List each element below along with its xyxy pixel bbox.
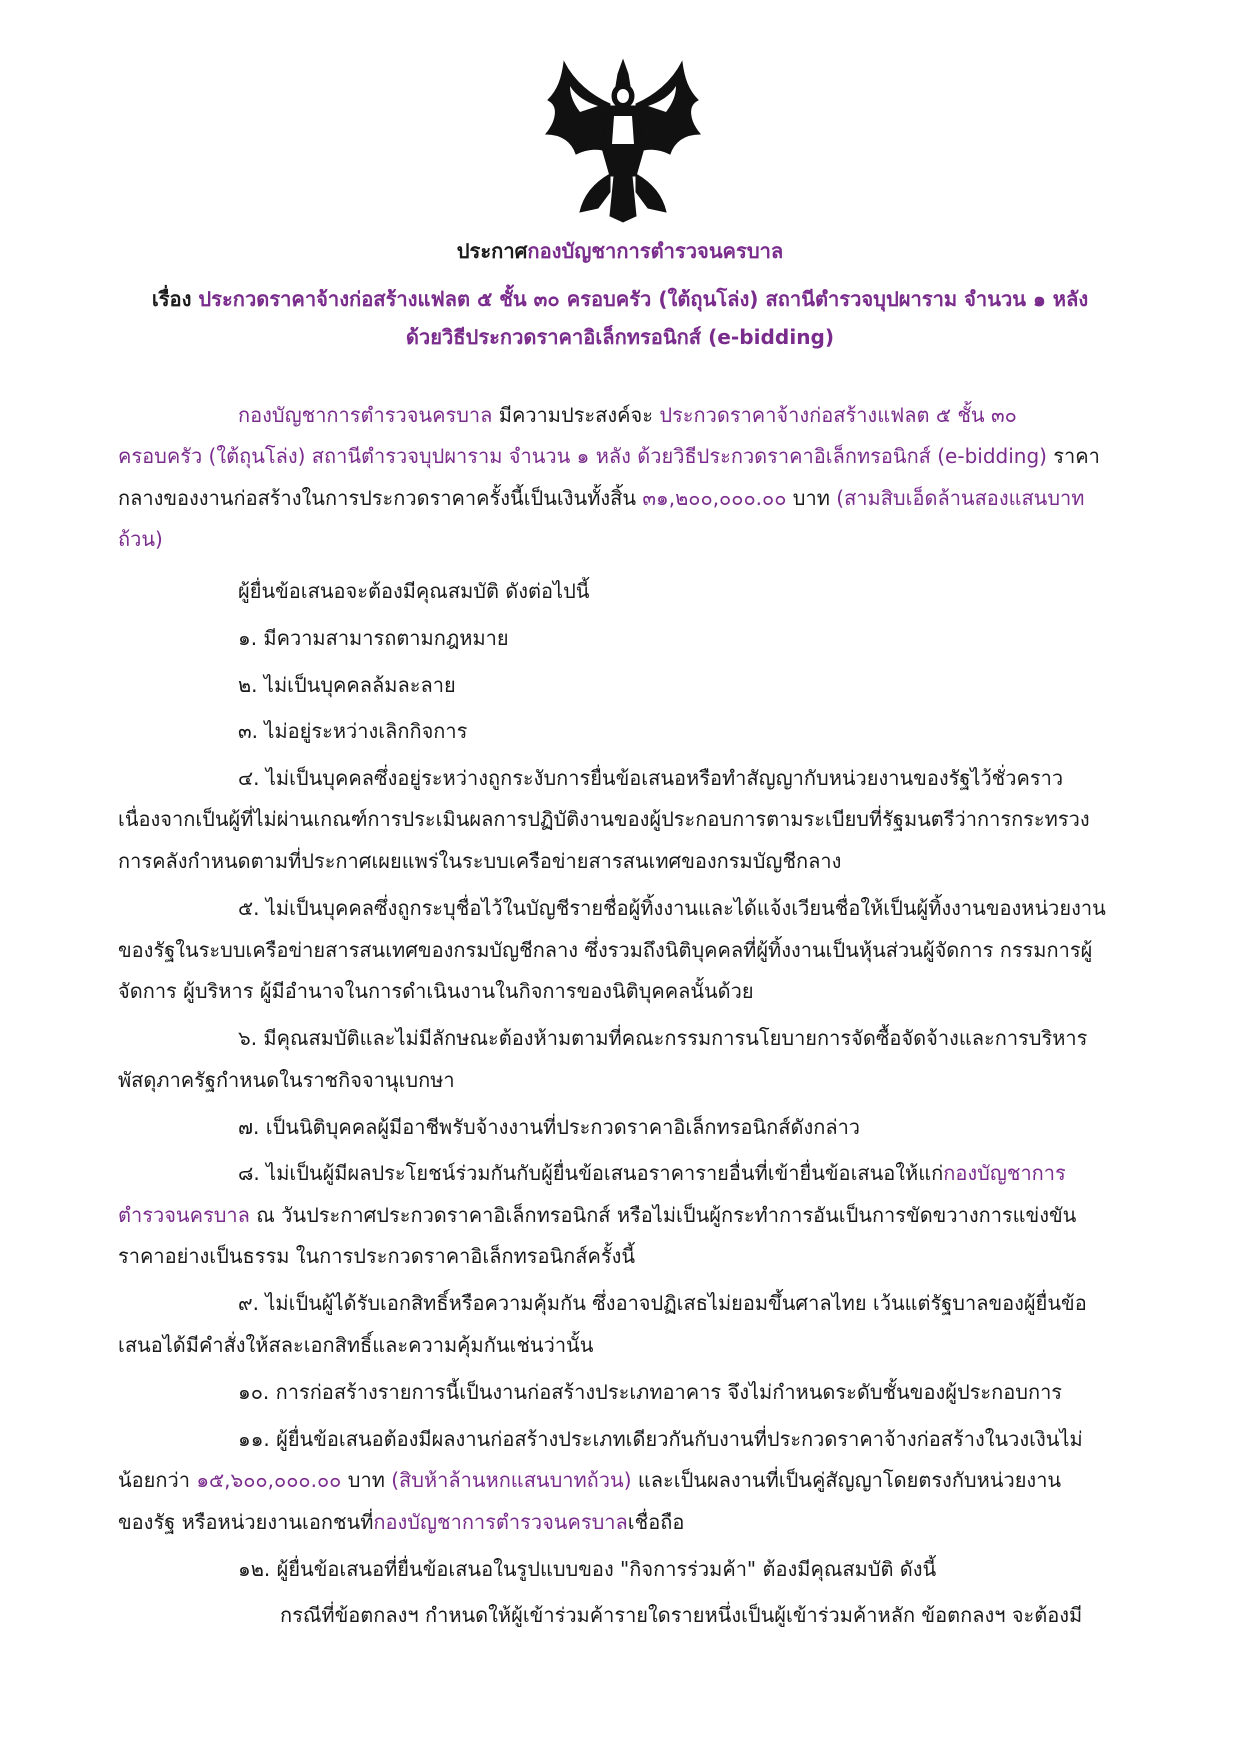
qualification-11-line-2 [118, 1465, 1061, 1495]
qualification-4-line-1: ๔. ไม่เป็นบุคคลซึ่งอยู่ระหว่างถูกระงับการยื่นข้อเสนอหรือทำสัญญากับหน่วยงานของรัฐไว้ชั่วคราว [238, 766, 1064, 790]
baht-label: บาท [341, 1468, 392, 1492]
qualification-2: ๒. ไม่เป็นบุคคลล้มละลาย [238, 673, 456, 697]
subject-label: เรื่อง [151, 287, 192, 311]
qualification-11-text: น้อยกว่า [118, 1468, 197, 1492]
intro-line-2 [118, 441, 1100, 471]
subject-line-1 [0, 284, 1240, 314]
qualification-12-sub: กรณีที่ข้อตกลงฯ กำหนดให้ผู้เข้าร่วมค้ารายใดรายหนึ่งเป็นผู้เข้าร่วมค้าหลัก ข้อตกลงฯ จะต้องมี [280, 1603, 1083, 1627]
intro-line-4: ถ้วน) [118, 527, 163, 551]
intro-text: กลางของงานก่อสร้างในการประกวดราคาครั้งนี้เป็นเงินทั้งสิ้น [118, 486, 643, 510]
qualification-8-line-3: ราคาอย่างเป็นธรรม ในการประกวดราคาอิเล็กทรอนิกส์ครั้งนี้ [118, 1244, 636, 1268]
experience-amount-words: (สิบห้าล้านหกแสนบาทถ้วน) [391, 1468, 632, 1492]
qualification-11-text-tail: เชื่อถือ [627, 1510, 685, 1534]
qualification-11-line-3 [118, 1507, 684, 1537]
qualification-11-text-cont: และเป็นผลงานที่เป็นคู่สัญญาโดยตรงกับหน่วยงาน [631, 1468, 1062, 1492]
qualification-11-line-1: ๑๑. ผู้ยื่นข้อเสนอต้องมีผลงานก่อสร้างประเภทเดียวกันกับงานที่ประกวดราคาจ้างก่อสร้างในวงเงินไม่ [238, 1427, 1083, 1451]
intro-text: มีความประสงค์จะ [492, 403, 660, 427]
qualification-10: ๑๐. การก่อสร้างรายการนี้เป็นงานก่อสร้างประเภทอาคาร จึงไม่กำหนดระดับชั้นของผู้ประกอบการ [238, 1380, 1063, 1404]
intro-org: กองบัญชาการตำรวจนครบาล [238, 403, 493, 427]
qualification-9-line-1: ๙. ไม่เป็นผู้ได้รับเอกสิทธิ์หรือความคุ้มกัน ซึ่งอาจปฏิเสธไม่ยอมขึ้นศาลไทย เว้นแต่รัฐบาลของผู้ยื่นข้อ [238, 1291, 1087, 1315]
garuda-emblem [540, 56, 706, 224]
qualification-8-org: กองบัญชาการ [943, 1161, 1066, 1185]
qualification-8-text-cont: ณ วันประกาศประกวดราคาอิเล็กทรอนิกส์ หรือไม่เป็นผู้กระทำการอันเป็นการขัดขวางการแข่งขัน [249, 1203, 1077, 1227]
qualification-6-line-2: พัสดุภาครัฐกำหนดในราชกิจจานุเบกษา [118, 1068, 455, 1092]
intro-line-3 [118, 483, 1084, 513]
qualification-4-line-3: การคลังกำหนดตามที่ประกาศเผยแพร่ในระบบเครือข่ายสารสนเทศของกรมบัญชีกลาง [118, 849, 842, 873]
title-prefix: ประกาศ [456, 239, 528, 263]
qualification-6-line-1: ๖. มีคุณสมบัติและไม่มีลักษณะต้องห้ามตามที่คณะกรรมการนโยบายการจัดซื้อจัดจ้างและการบริหาร [238, 1026, 1088, 1050]
qualification-7: ๗. เป็นนิติบุคคลผู้มีอาชีพรับจ้างงานที่ประกวดราคาอิเล็กทรอนิกส์ดังกล่าว [238, 1115, 861, 1139]
intro-project: ประกวดราคาจ้างก่อสร้างแฟลต ๕ ชั้น ๓๐ [659, 403, 1017, 427]
qualification-11-text-end: ของรัฐ หรือหน่วยงานเอกชนที่ [118, 1510, 374, 1534]
baht-label: บาท [786, 486, 837, 510]
qualification-8-line-2 [118, 1200, 1076, 1230]
intro-line-1 [238, 400, 1017, 430]
qualification-1: ๑. มีความสามารถตามกฎหมาย [238, 626, 509, 650]
qualification-9-line-2: เสนอได้มีคำสั่งให้สละเอกสิทธิ์และความคุ้มกันเช่นว่านั้น [118, 1333, 594, 1357]
median-price-words: (สามสิบเอ็ดล้านสองแสนบาท [836, 486, 1085, 510]
qualification-8-text: ๘. ไม่เป็นผู้มีผลประโยชน์ร่วมกันกับผู้ยื่นข้อเสนอราคารายอื่นที่เข้ายื่นข้อเสนอให้แก่ [238, 1161, 944, 1185]
qualification-8-line-1 [238, 1158, 1066, 1188]
median-price: ๓๑,๒๐๐,๐๐๐.๐๐ [642, 486, 787, 510]
qualification-5-line-1: ๕. ไม่เป็นบุคคลซึ่งถูกระบุชื่อไว้ในบัญชีรายชื่อผู้ทิ้งงานและได้แจ้งเวียนชื่อให้เป็นผู้ทิ้งงานของหน่วยงาน [238, 896, 1106, 920]
subject-text-1: ประกวดราคาจ้างก่อสร้างแฟลต ๕ ชั้น ๓๐ ครอบครัว (ใต้ถุนโล่ง) สถานีตำรวจบุปผาราม จำนวน ๑ หลัง [198, 287, 1089, 311]
qualification-8-org-cont: ตำรวจนครบาล [118, 1203, 250, 1227]
announcement-title [0, 236, 1240, 266]
qualification-12: ๑๒. ผู้ยื่นข้อเสนอที่ยื่นข้อเสนอในรูปแบบของ "กิจการร่วมค้า" ต้องมีคุณสมบัติ ดังนี้ [238, 1557, 937, 1581]
qualification-5-line-2: ของรัฐในระบบเครือข่ายสารสนเทศของกรมบัญชีกลาง ซึ่งรวมถึงนิติบุคคลที่ผู้ทิ้งงานเป็นหุ้นส่วนผู้จัดการ กรรมการผู้ [118, 938, 1093, 962]
qualification-4-line-2: เนื่องจากเป็นผู้ที่ไม่ผ่านเกณฑ์การประเมินผลการปฏิบัติงานของผู้ประกอบการตามระเบียบที่รัฐมนตรีว่าการกระทรวง [118, 807, 1090, 831]
intro-text: ราคา [1046, 444, 1100, 468]
experience-amount: ๑๕,๖๐๐,๐๐๐.๐๐ [196, 1468, 342, 1492]
qualifications-heading: ผู้ยื่นข้อเสนอจะต้องมีคุณสมบัติ ดังต่อไปนี้ [238, 579, 590, 603]
qualification-11-org: กองบัญชาการตำรวจนครบาล [373, 1510, 628, 1534]
title-org: กองบัญชาการตำรวจนครบาล [527, 239, 784, 263]
subject-line-2: ด้วยวิธีประกวดราคาอิเล็กทรอนิกส์ (e-bidding) [405, 325, 835, 349]
qualification-5-line-3: จัดการ ผู้บริหาร ผู้มีอำนาจในการดำเนินงานในกิจการของนิติบุคคลนั้นด้วย [118, 979, 754, 1003]
qualification-3: ๓. ไม่อยู่ระหว่างเลิกกิจการ [238, 719, 468, 743]
intro-project-cont: ครอบครัว (ใต้ถุนโล่ง) สถานีตำรวจบุปผาราม จำนวน ๑ หลัง ด้วยวิธีประกวดราคาอิเล็กทรอนิกส์ (e-bidding) [118, 444, 1047, 468]
